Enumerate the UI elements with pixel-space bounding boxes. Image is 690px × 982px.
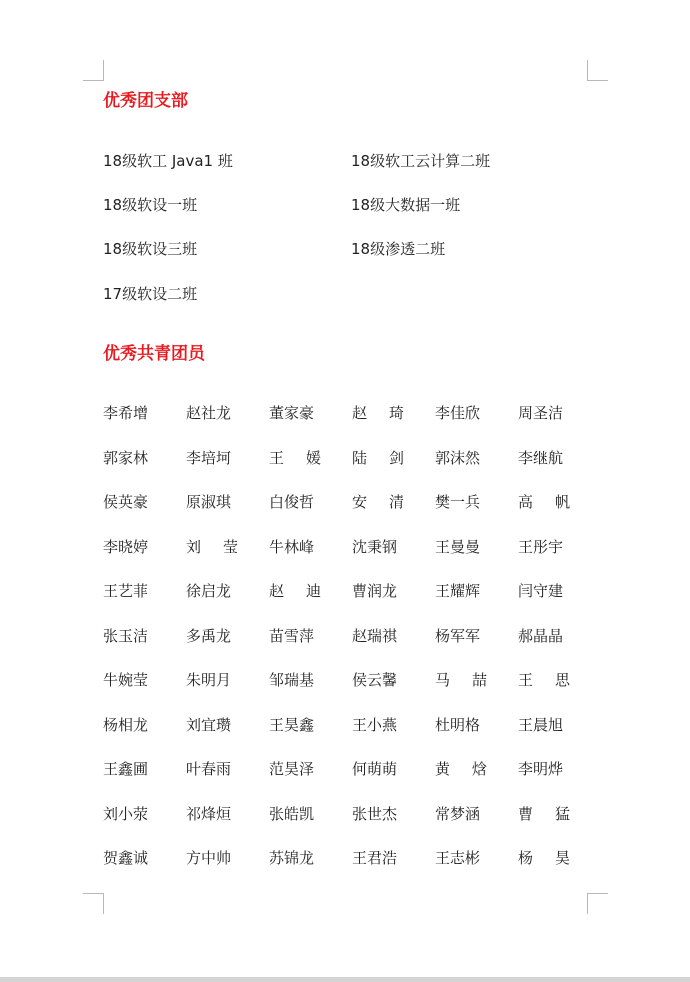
member-name: 邹瑞基 <box>269 671 315 689</box>
member-name: 李佳欣 <box>435 404 481 422</box>
member-name: 李继航 <box>518 448 564 467</box>
member-name: 赵社龙 <box>186 404 232 422</box>
member-name: 牛林峰 <box>269 537 315 556</box>
member-name: 李晓婷 <box>103 537 149 556</box>
member-name: 李培坷 <box>186 448 232 467</box>
member-name: 马 喆 <box>435 671 487 689</box>
member-name: 王 思 <box>518 671 570 689</box>
member-name: 祁烽烜 <box>186 804 232 823</box>
branch-item: 18级软设一班 <box>103 196 198 214</box>
member-name: 苏锦龙 <box>269 849 315 867</box>
section-title-members: 优秀共青团员 <box>103 344 205 364</box>
branch-item: 18级大数据一班 <box>351 196 461 214</box>
member-name: 王志彬 <box>435 849 481 867</box>
member-name: 方中帅 <box>186 849 232 867</box>
branch-item: 18级软工云计算二班 <box>351 152 491 170</box>
member-name: 王耀辉 <box>435 582 481 600</box>
member-name: 朱明月 <box>186 671 232 689</box>
crop-mark-top-left <box>83 60 104 81</box>
member-name: 张玉洁 <box>103 626 149 645</box>
crop-mark-top-right <box>587 60 608 81</box>
member-name: 王 媛 <box>269 448 321 467</box>
member-name: 赵瑞祺 <box>352 626 398 645</box>
member-name: 范昊泽 <box>269 760 315 778</box>
member-name: 杨 昊 <box>518 849 570 867</box>
branch-item: 18级软设三班 <box>103 240 198 258</box>
member-name: 李明烨 <box>518 760 564 778</box>
member-name: 曹 猛 <box>518 804 570 823</box>
member-name: 何萌萌 <box>352 760 398 778</box>
member-name: 李希增 <box>103 404 149 422</box>
member-name: 王晨旭 <box>518 715 564 734</box>
member-name: 曹润龙 <box>352 582 398 600</box>
crop-mark-bottom-right <box>587 893 608 914</box>
member-name: 郭家林 <box>103 448 149 467</box>
member-name: 高 帆 <box>518 493 570 511</box>
member-name: 赵 迪 <box>269 582 321 600</box>
member-name: 王昊鑫 <box>269 715 315 734</box>
member-name: 樊一兵 <box>435 493 481 511</box>
branch-item: 18级软工 Java1 班 <box>103 152 233 170</box>
section-title-branches: 优秀团支部 <box>103 91 188 111</box>
branch-item: 17级软设二班 <box>103 285 198 303</box>
member-name: 刘宜瓒 <box>186 715 232 734</box>
member-name: 王彤宇 <box>518 537 564 556</box>
member-name: 王艺菲 <box>103 582 149 600</box>
member-name: 白俊哲 <box>269 493 315 511</box>
member-name: 安 清 <box>352 493 404 511</box>
member-name-grid <box>103 403 583 893</box>
member-name: 杨军军 <box>435 626 481 645</box>
member-name: 董家豪 <box>269 404 315 422</box>
member-name: 黄 焓 <box>435 760 487 778</box>
member-name: 杨相龙 <box>103 715 149 734</box>
member-name: 刘 莹 <box>186 537 238 556</box>
member-name: 叶春雨 <box>186 760 232 778</box>
crop-mark-bottom-left <box>83 893 104 914</box>
member-name: 周圣洁 <box>518 404 564 422</box>
member-name: 王小燕 <box>352 715 398 734</box>
member-name: 侯英豪 <box>103 493 149 511</box>
member-name: 多禹龙 <box>186 626 232 645</box>
member-name: 王君浩 <box>352 849 398 867</box>
member-name: 常梦涵 <box>435 804 481 823</box>
member-name: 王鑫圃 <box>103 760 149 778</box>
member-name: 苗雪萍 <box>269 626 315 645</box>
member-name: 赵 琦 <box>352 404 404 422</box>
member-name: 王曼曼 <box>435 537 481 556</box>
member-name: 侯云馨 <box>352 671 398 689</box>
member-name: 原淑琪 <box>186 493 232 511</box>
member-name: 杜明格 <box>435 715 481 734</box>
member-name: 张皓凯 <box>269 804 315 823</box>
member-name: 刘小荥 <box>103 804 149 823</box>
member-name: 张世杰 <box>352 804 398 823</box>
member-name: 牛婉莹 <box>103 671 149 689</box>
member-name: 闫守建 <box>518 582 564 600</box>
member-name: 陆 剑 <box>352 448 404 467</box>
member-name: 郝晶晶 <box>518 626 564 645</box>
bottom-scroll-edge <box>0 977 690 982</box>
member-name: 郭沫然 <box>435 448 481 467</box>
member-name: 沈秉钢 <box>352 537 398 556</box>
member-name: 贺鑫诚 <box>103 849 149 867</box>
branch-item: 18级渗透二班 <box>351 240 446 258</box>
member-name: 徐启龙 <box>186 582 232 600</box>
